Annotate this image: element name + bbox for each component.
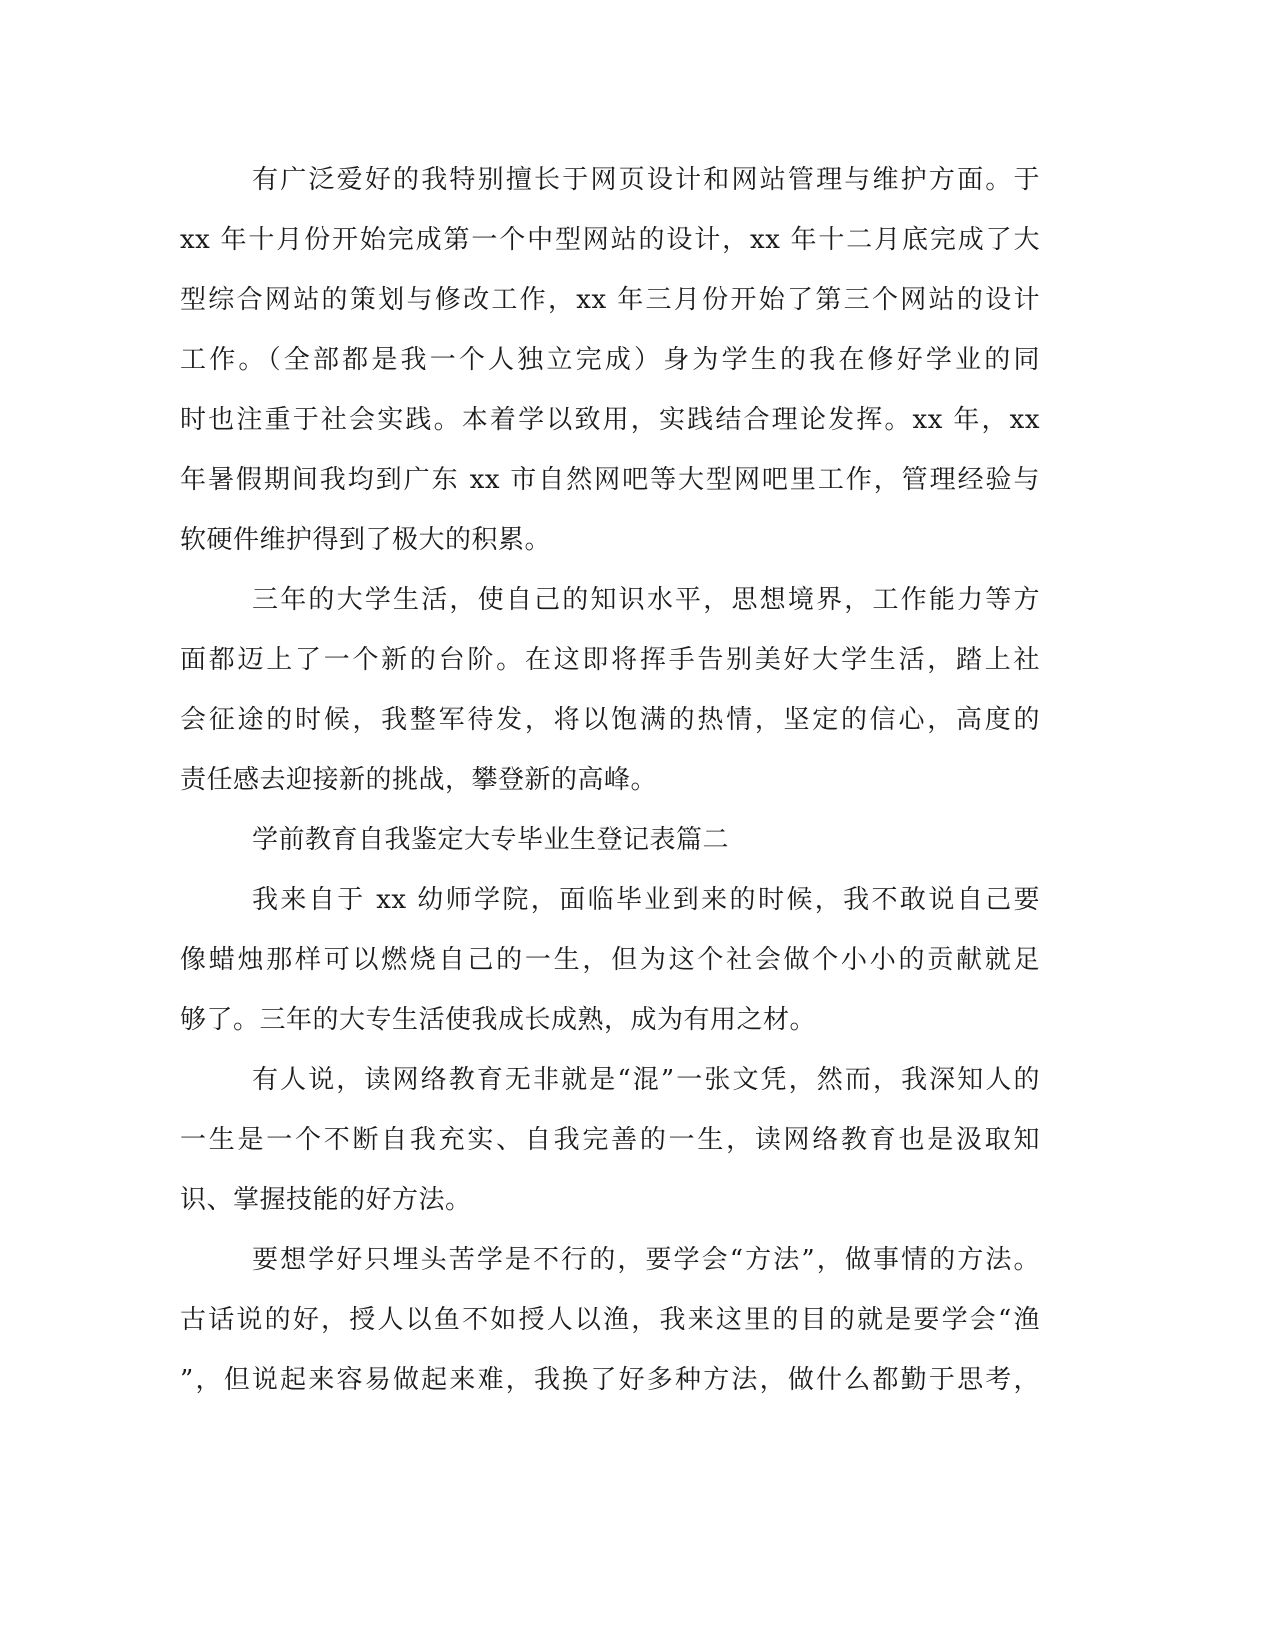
text-line: 工作。（全部都是我一个人独立完成）身为学生的我在修好学业的同 xyxy=(180,345,1040,375)
paragraph xyxy=(180,570,1040,810)
paragraph xyxy=(180,870,1040,1050)
text-line: 识、掌握技能的好方法。 xyxy=(180,1185,472,1215)
paragraph xyxy=(180,1050,1040,1230)
text-line: 责任感去迎接新的挑战，攀登新的高峰。 xyxy=(180,765,658,795)
text-line: xx 年十月份开始完成第一个中型网站的设计，xx 年十二月底完成了大 xyxy=(180,225,1040,255)
document-body xyxy=(180,150,1040,1410)
text-line: ”，但说起来容易做起来难，我换了好多种方法，做什么都勤于思考， xyxy=(180,1365,1040,1395)
text-line: 型综合网站的策划与修改工作，xx 年三月份开始了第三个网站的设计 xyxy=(180,285,1040,315)
heading-line: 学前教育自我鉴定大专毕业生登记表篇二 xyxy=(252,825,730,855)
text-line: 有广泛爱好的我特别擅长于网页设计和网站管理与维护方面。于 xyxy=(252,165,1040,195)
text-line: 一生是一个不断自我充实、自我完善的一生，读网络教育也是汲取知 xyxy=(180,1125,1040,1155)
text-line: 会征途的时候，我整军待发，将以饱满的热情，坚定的信心，高度的 xyxy=(180,705,1040,735)
text-line: 软硬件维护得到了极大的积累。 xyxy=(180,525,552,555)
section-heading xyxy=(180,810,1040,870)
text-line: 古话说的好，授人以鱼不如授人以渔，我来这里的目的就是要学会“渔 xyxy=(180,1305,1040,1335)
text-line: 够了。三年的大专生活使我成长成熟，成为有用之材。 xyxy=(180,1005,817,1035)
text-line: 时也注重于社会实践。本着学以致用，实践结合理论发挥。xx 年，xx xyxy=(180,405,1040,435)
text-line: 要想学好只埋头苦学是不行的，要学会“方法”，做事情的方法。 xyxy=(252,1245,1040,1275)
text-line: 面都迈上了一个新的台阶。在这即将挥手告别美好大学生活，踏上社 xyxy=(180,645,1040,675)
text-line: 三年的大学生活，使自己的知识水平，思想境界，工作能力等方 xyxy=(252,585,1040,615)
text-line: 像蜡烛那样可以燃烧自己的一生，但为这个社会做个小小的贡献就足 xyxy=(180,945,1040,975)
text-line: 年暑假期间我均到广东 xx 市自然网吧等大型网吧里工作，管理经验与 xyxy=(180,465,1040,495)
text-line: 有人说，读网络教育无非就是“混”一张文凭，然而，我深知人的 xyxy=(252,1065,1040,1095)
paragraph xyxy=(180,1230,1040,1410)
text-line: 我来自于 xx 幼师学院，面临毕业到来的时候，我不敢说自己要 xyxy=(252,885,1040,915)
paragraph xyxy=(180,150,1040,570)
